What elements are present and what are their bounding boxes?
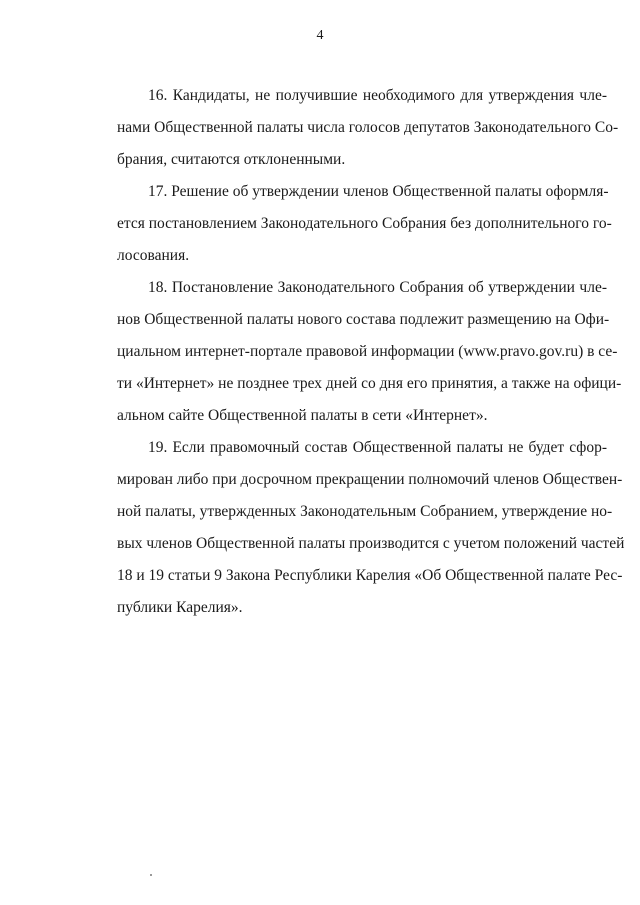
text-line: публики Карелия». <box>117 599 243 616</box>
text-line: ется постановлением Законодательного Собрания без дополнительного го- <box>117 215 612 232</box>
paragraph-17 <box>117 176 612 272</box>
document-body <box>117 80 625 624</box>
text-line: вых членов Общественной палаты производится с учетом положений частей <box>117 535 625 552</box>
text-line: 17. Решение об утверждении членов Общественной палаты оформля- <box>148 183 609 200</box>
text-line: альном сайте Общественной палаты в сети «Интернет». <box>117 407 488 424</box>
text-line: лосования. <box>117 247 190 264</box>
text-line: брания, считаются отклоненными. <box>117 151 346 168</box>
text-line: 16. Кандидаты, не получившие необходимого для утверждения чле- <box>148 87 607 104</box>
text-line: нами Общественной палаты числа голосов депутатов Законодательного Со- <box>117 119 619 136</box>
paragraph-18 <box>117 272 622 432</box>
text-line: мирован либо при досрочном прекращении полномочий членов Обществен- <box>117 471 623 488</box>
text-line: циальном интернет-портале правовой информации (www.pravo.gov.ru) в се- <box>117 343 618 360</box>
text-line: ти «Интернет» не позднее трех дней со дня его принятия, а также на офици- <box>117 375 622 392</box>
paragraph-16 <box>117 80 619 176</box>
text-line: 19. Если правомочный состав Общественной палаты не будет сфор- <box>148 439 607 456</box>
paragraph-19 <box>117 432 625 624</box>
scan-speck <box>150 874 152 876</box>
page-number: 4 <box>316 28 324 43</box>
text-line: ной палаты, утвержденных Законодательным Собранием, утверждение но- <box>117 503 613 520</box>
text-line: 18 и 19 статьи 9 Закона Республики Карелия «Об Общественной палате Рес- <box>117 567 623 584</box>
text-line: нов Общественной палаты нового состава подлежит размещению на Офи- <box>117 311 610 328</box>
text-line: 18. Постановление Законодательного Собрания об утверждении чле- <box>148 279 607 296</box>
